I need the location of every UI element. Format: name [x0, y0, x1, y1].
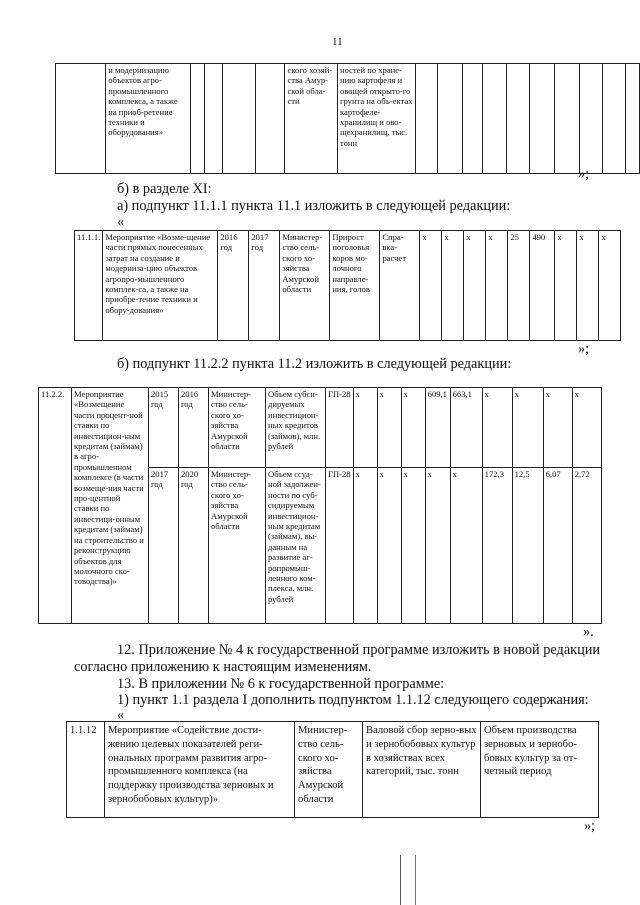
value-cell: x [512, 388, 543, 468]
closing-quote: »; [578, 166, 590, 182]
measure-cell: Мероприятие «Возме-щение части прямых понесенных затрат на создание и модерниза-цию объектов агропро-мышленного комплек-са, а также на приобре-тение техники и обору-дования» [103, 231, 218, 341]
paragraph-b-section-xi: б) в разделе XI: [117, 181, 212, 197]
indicator-cell: Валовой сбор зерно-вых и зернобобовых культур в хозяйствах всех категорий, тыс. тонн [363, 722, 481, 818]
value-cell: x [425, 468, 450, 624]
value-cell: 12,5 [512, 468, 543, 624]
value-cell: 2,72 [572, 468, 601, 624]
executor-cell: Министер-ство сель-ского хо-зяйства Амурской области [209, 468, 266, 624]
closing-quote: »; [584, 818, 596, 834]
value-cell: 490 [530, 231, 555, 341]
value-cell: 609,1 [425, 388, 450, 468]
closing-quote: »; [578, 341, 590, 357]
value-cell: x [353, 468, 377, 624]
value-cell: x [450, 468, 482, 624]
table-continuation [55, 63, 640, 174]
value-cell: x [543, 388, 572, 468]
opening-quote: « [117, 707, 125, 723]
indicator-cell: ностей по хране-нию картофеля и овощей открыто-го грунта на объ-ектах картофеле-хранилищ и ово-щехранилищ, тыс. тонн [337, 64, 415, 174]
paragraph-13: 13. В приложении № 6 к государственной программе: [117, 676, 445, 692]
number-cell: 1.1.12 [67, 722, 105, 818]
indicator-cell: Объем ссуд-ной задолжен-ности по суб-сидируемым инвестицион-ным кредитам (займам), вы-данным на развитие аг-ропромыш-ленного ком-плекса, млн. рублей [266, 468, 326, 624]
executor-cell: Министер-ство сель-ского хо-зяйства Амурской области [280, 231, 330, 341]
start-year-cell: 2016 год [218, 231, 249, 341]
end-year-cell: 2017 год [249, 231, 280, 341]
paragraph-13-1: 1) пункт 1.1 раздела I дополнить подпунктом 1.1.12 следующего содержания: [117, 692, 589, 708]
value-cell: x [555, 231, 577, 341]
start-year-cell: 2015 год [149, 388, 179, 468]
closing-quote: ». [583, 624, 594, 640]
value-cell: x [442, 231, 464, 341]
paragraph-12-line-2: согласно приложению к настоящим изменениям. [74, 659, 372, 675]
value-cell: x [599, 231, 621, 341]
opening-quote: « [117, 214, 125, 230]
note-cell: Объем производства зерновых и зернобо-бовых культур за от-четный период [481, 722, 599, 818]
source-cell: ГП-28 [326, 388, 354, 468]
paragraph-a-11-1-1: а) подпункт 11.1.1 пункта 11.1 изложить в следующей редакции: [117, 198, 511, 214]
paragraph-12-line-1: 12. Приложение № 4 к государственной программе изложить в новой редакции [117, 642, 601, 658]
value-cell: x [464, 231, 486, 341]
number-cell: 11.2.2. [39, 388, 72, 624]
paragraph-b-11-2-2: б) подпункт 11.2.2 пункта 11.2 изложить в следующей редакции: [117, 356, 512, 372]
value-cell: x [577, 231, 599, 341]
measure-cell: Мероприятие «Возмещение части процент-ной ставки по инвестицион-ным кредитам (займам) в агро-промышленном комплексе (в части возмеще-ния части про-центной ставки по инвестици-онным кредитам (займам) на строительство и реконструкцию объектов для молочного ско-товодства)» [72, 388, 149, 624]
value-cell: x [353, 388, 377, 468]
value-cell: 6,07 [543, 468, 572, 624]
page-number: 11 [332, 36, 343, 48]
table-1-1-12 [66, 721, 599, 818]
table-11-1-1 [74, 230, 621, 341]
value-cell: x [401, 468, 425, 624]
value-cell: x [482, 388, 512, 468]
table-11-2-2 [38, 387, 602, 624]
source-cell: Спра-вка-расчет [380, 231, 420, 341]
measure-cell: и модернизацию объектов агро-промышленного комплекса, а также на приоб-ретение техники и оборудования» [106, 64, 191, 174]
executor-cell: Министер-ство сель-ского хо-зяйства Амурской области [295, 722, 363, 818]
end-year-cell: 2016 год [179, 388, 209, 468]
start-year-cell: 2017 год [149, 468, 179, 624]
end-year-cell: 2020 год [179, 468, 209, 624]
binding-mark [400, 855, 416, 905]
value-cell: 25 [508, 231, 530, 341]
indicator-cell: Прирост поголовья коров мо-лочного направле-ния, голов [330, 231, 380, 341]
number-cell: 11.1.1. [75, 231, 103, 341]
value-cell: 663,1 [450, 388, 482, 468]
executor-cell: Министер-ство сель-ского хо-зяйства Амурской области [209, 388, 266, 468]
value-cell: x [377, 468, 401, 624]
executor-cell: ского хозяй-ства Амур-ской обла-сти [285, 64, 338, 174]
source-cell: ГП-28 [326, 468, 354, 624]
measure-cell: Мероприятие «Содействие дости-жению целевых показателей реги-ональных программ развития агро-промышленного комплекса (на поддержку производства зерновых и зернобобовых культур)» [105, 722, 295, 818]
value-cell: 172,3 [482, 468, 512, 624]
value-cell: x [572, 388, 601, 468]
value-cell: x [377, 388, 401, 468]
value-cell: x [486, 231, 508, 341]
value-cell: x [420, 231, 442, 341]
indicator-cell: Объем субси-дируемых инвестицион-ных кредитов (займов), млн. рублей [266, 388, 326, 468]
value-cell: x [401, 388, 425, 468]
